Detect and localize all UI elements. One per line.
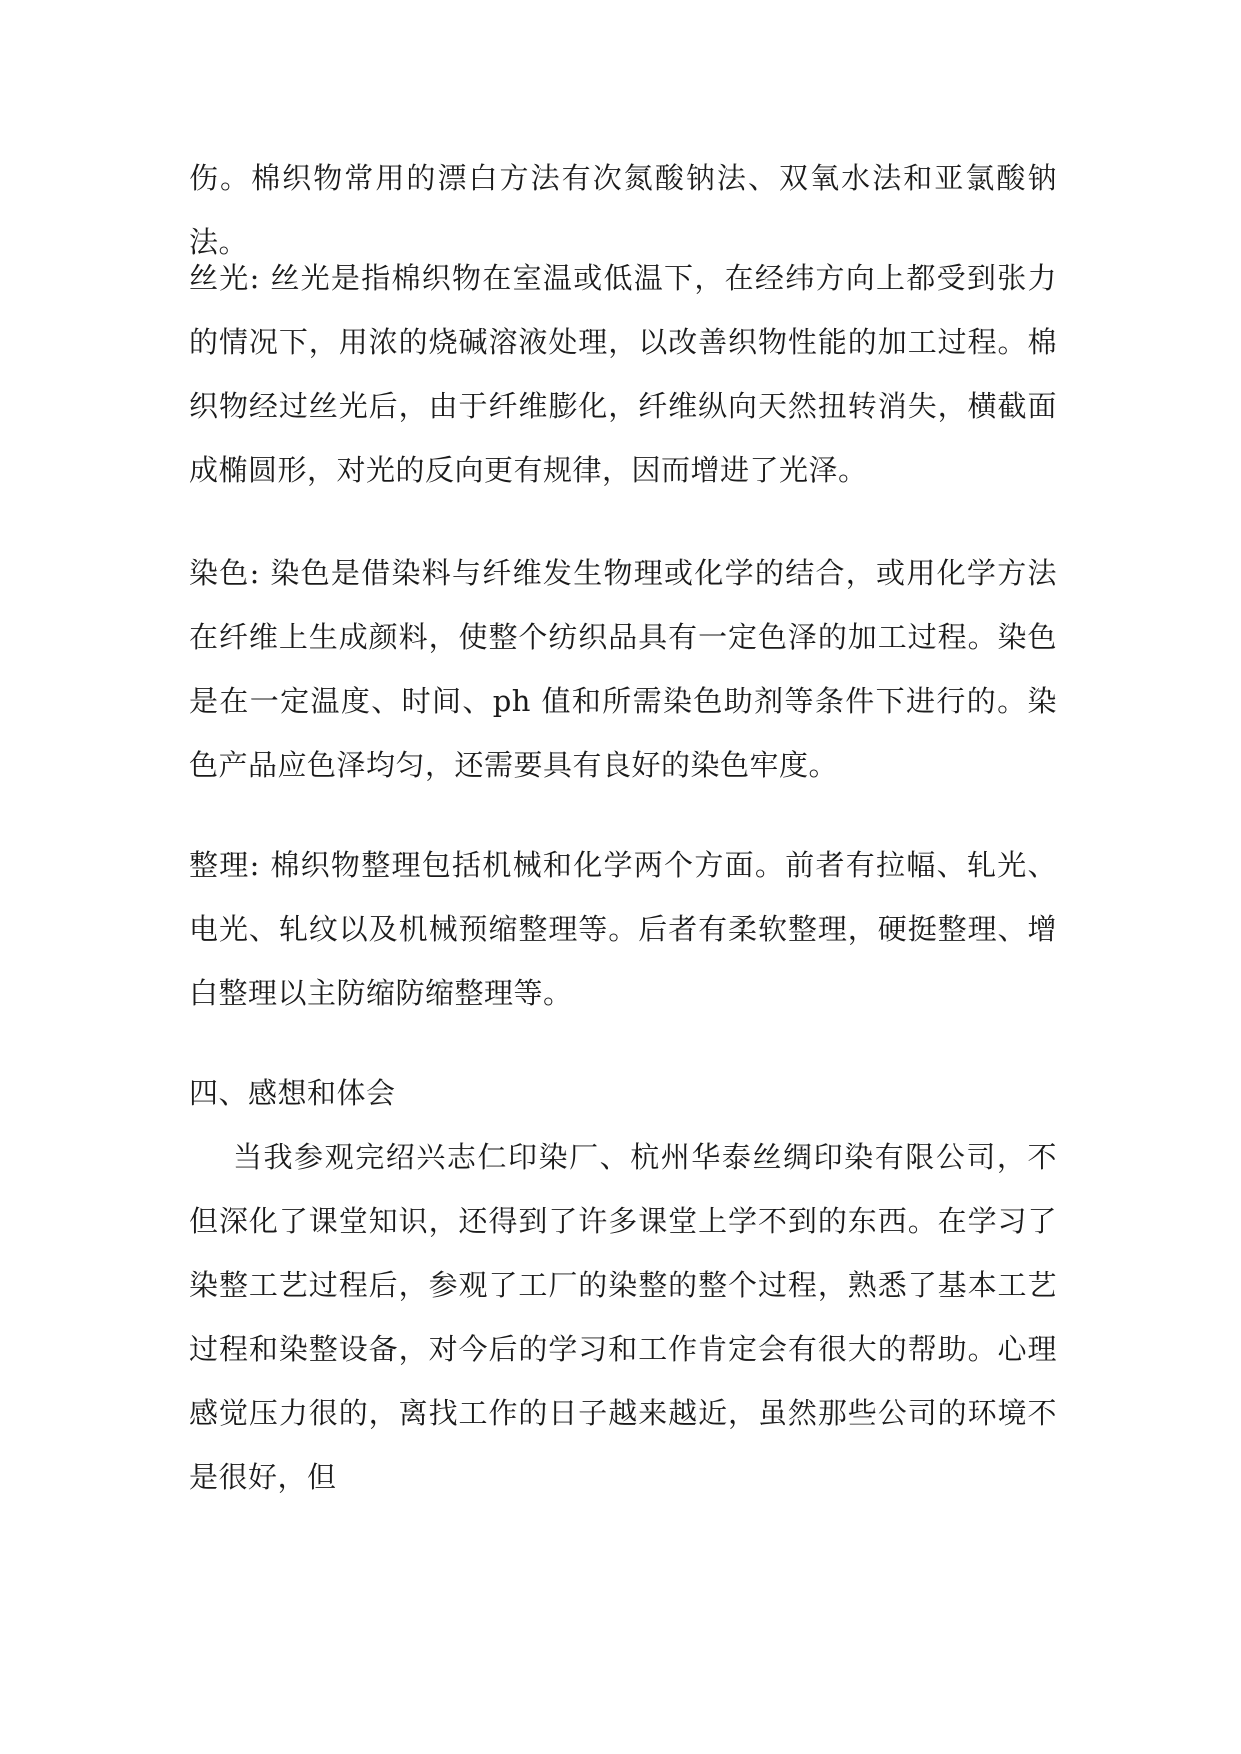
paragraph-mercerizing: 丝光: 丝光是指棉织物在室温或低温下，在经纬方向上都受到张力的情况下，用浓的烧碱溶液处理，以改善织物性能的加工过程。棉织物经过丝光后，由于纤维膨化，纤维纵向天然扭转消失，横截面成椭圆形，对光的反向更有规律，因而增进了光泽。	[189, 261, 1057, 487]
paragraph-finishing: 整理: 棉织物整理包括机械和化学两个方面。前者有拉幅、轧光、电光、轧纹以及机械预缩整理等。后者有柔软整理，硬挺整理、增白整理以主防缩防缩整理等。	[189, 848, 1057, 1010]
section-heading-reflections: 四、感想和体会	[189, 1076, 396, 1110]
paragraph-bleaching-end: 伤。棉织物常用的漂白方法有次氮酸钠法、双氧水法和亚氯酸钠法。	[189, 161, 1057, 259]
paragraph-reflections: 当我参观完绍兴志仁印染厂、杭州华泰丝绸印染有限公司，不但深化了课堂知识，还得到了许多课堂上学不到的东西。在学习了染整工艺过程后，参观了工厂的染整的整个过程，熟悉了基本工艺过程和染整设备，对今后的学习和工作肯定会有很大的帮助。心理感觉压力很的，离找工作的日子越来越近，虽然那些公司的环境不是很好，但	[189, 1140, 1057, 1494]
paragraph-dyeing: 染色: 染色是借染料与纤维发生物理或化学的结合，或用化学方法在纤维上生成颜料，使整个纺织品具有一定色泽的加工过程。染色是在一定温度、时间、ph 值和所需染色助剂等条件下进行的。染色产品应色泽均匀，还需要具有良好的染色牢度。	[189, 556, 1057, 782]
